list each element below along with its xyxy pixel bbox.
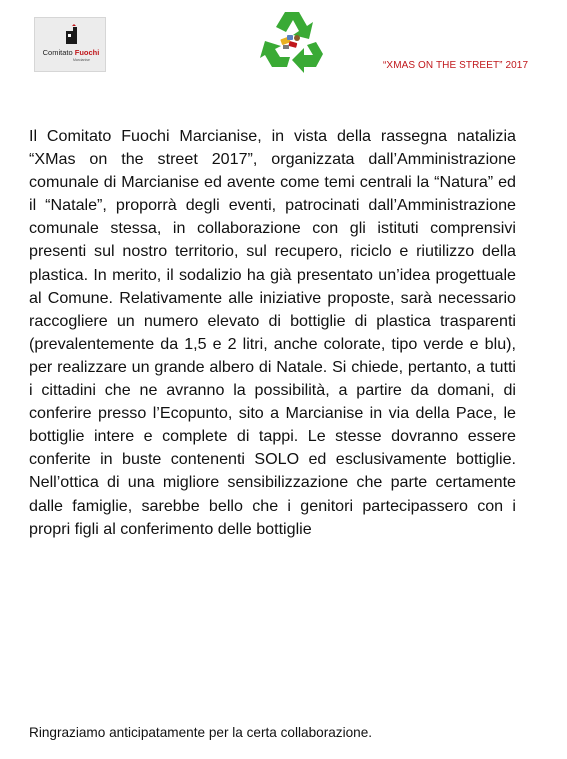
announcement-body: Il Comitato Fuochi Marcianise, in vista della rassegna natalizia “XMas on the street 2017”, organizzata dall’Amministrazione comunale di Marcianise ed avente come temi centrali la “Natura” ed il “Natale”, proporrà degli eventi, patrocinati dall’Amministrazione comunale stessa, in collaborazione con gli istituti comprensivi presenti sul nostro territorio, sul recupero, riciclo e riutilizzo della plastica. In merito, il sodalizio ha già presentato un’idea progettuale al Comune. Relativamente alle iniziative proposte, sarà necessario raccogliere un numero elevato di bottiglie di plastica trasparenti (prevalentemente da 1,5 e 2 litri, anche colorate, tipo verde e blu), per realizzare un grande albero di Natale. Si chiede, pertanto, a tutti i cittadini che ne avranno la possibilità, a partire da domani, di conferire presso l’Ecopunto, sito a Marcianise in via della Pace, le bottiglie intere e complete di tappi. Le stesse dovranno essere conferite in buste contenenti SOLO ed esclusivamente bottiglie. Nell’ottica di una migliore sensibilizzazione che parte certamente dalle famiglie, sarebbe bello che i genitori partecipassero con i propri figli al conferimento delle bottiglie: [29, 127, 516, 538]
committee-logo: [34, 17, 106, 72]
logo-name: [37, 48, 105, 57]
closing-line: Ringraziamo anticipatamente per la certa collaborazione.: [29, 725, 373, 740]
recycle-icon: [259, 9, 325, 73]
logo-name-accent: Fuochi: [74, 48, 100, 57]
logo-name-plain: Comitato: [42, 48, 73, 57]
event-tag: “XMAS ON THE STREET” 2017: [383, 60, 529, 71]
firework-icon: [63, 24, 81, 46]
logo-subtitle: Marcianise: [73, 58, 90, 62]
